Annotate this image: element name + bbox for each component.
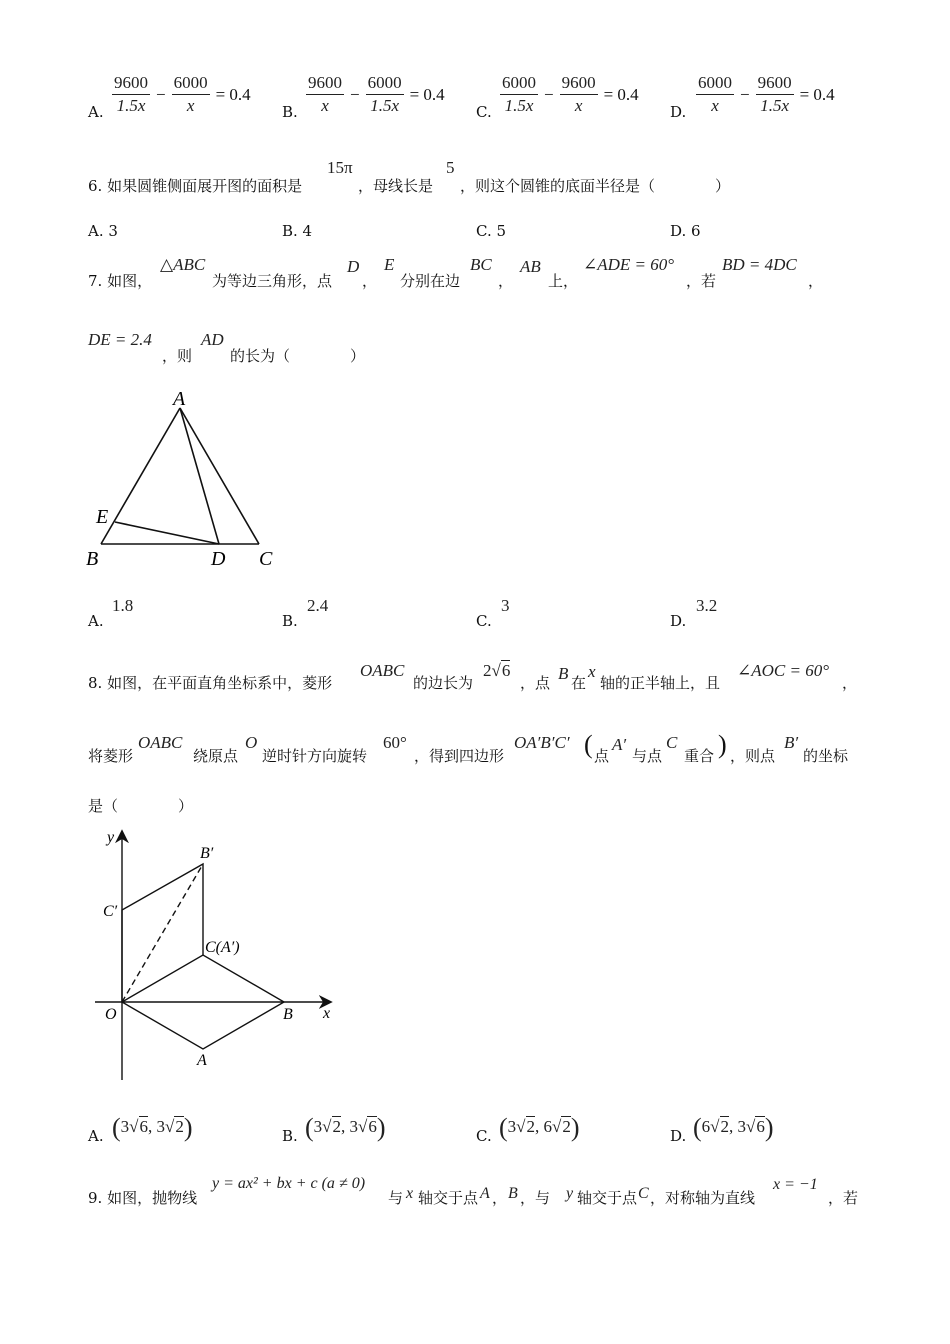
q8-line2-right-paren: ) — [718, 730, 727, 759]
q7-text-1: 7. 如图， — [88, 272, 153, 290]
q8-line2-text-5: 点 — [594, 747, 610, 765]
q6-text-suffix: ，则这个圆锥的底面半径是（ ） — [460, 177, 731, 195]
q7-point-e: E — [384, 255, 395, 274]
q8-line2-text-7: 重合 — [684, 747, 715, 765]
q8-line2-text-4: ，得到四边形 — [414, 747, 505, 765]
q8-figure — [95, 822, 345, 1084]
q9-y-var: y — [566, 1185, 574, 1202]
q8-option-a-label: A. — [88, 1127, 104, 1145]
q8-rhombus-oabc: OABC — [360, 661, 405, 680]
q7-de-eq: DE = 2.4 — [88, 330, 152, 349]
q5-option-c-label: C. — [476, 103, 492, 121]
q7-fig-label-e: E — [96, 506, 109, 528]
q8-text-3: ，点 — [520, 674, 551, 692]
q8-line2-left-paren: ( — [584, 730, 593, 759]
q8-fig-label-b-prime: B′ — [200, 845, 214, 862]
q8-line2-oabc: OABC — [138, 733, 183, 752]
q8-text-4: 在 — [571, 674, 587, 692]
q9-text-2: 与 — [388, 1189, 404, 1207]
q8-line2-point-c: C — [666, 733, 678, 752]
q8-line2-text-1: 将菱形 — [88, 747, 134, 765]
q9-text-4: ，与 — [520, 1189, 551, 1207]
q9-point-b: B — [508, 1185, 518, 1202]
q7-side-bc: BC — [470, 255, 492, 274]
q8-point-b: B — [558, 664, 569, 683]
q7-option-b-value: 2.4 — [307, 596, 329, 615]
q8-fig-label-o: O — [105, 1006, 117, 1023]
q8-option-d-label: D. — [670, 1127, 687, 1145]
q8-line2-b-prime: B′ — [784, 733, 799, 752]
q7-comma-1: ， — [362, 272, 378, 290]
q8-option-b-label: B. — [282, 1127, 298, 1145]
q8-side-length: 2√6 — [483, 661, 511, 680]
q8-fig-label-c-prime: C′ — [103, 903, 118, 920]
q8-option-c-label: C. — [476, 1127, 492, 1145]
q7-text-6: ，则 — [162, 347, 193, 365]
q7-text-5: ，若 — [686, 272, 717, 290]
q7-side-ab: AB — [520, 257, 541, 276]
q7-option-b-label: B. — [282, 612, 298, 630]
q8-option-b-value: (3√2, 3√6) — [305, 1113, 386, 1142]
q7-text-7: 的长为（ ） — [230, 347, 366, 365]
q8-line2-text-2: 绕原点 — [193, 747, 239, 765]
q6-area: 15π — [327, 158, 353, 177]
q8-line2-text-9: 的坐标 — [803, 747, 849, 765]
q7-triangle-abc: △ABC — [160, 255, 206, 274]
q9-text-3: 轴交于点 — [418, 1189, 479, 1207]
q7-fig-label-b: B — [86, 548, 99, 570]
q9-text-5: 轴交于点 — [577, 1189, 638, 1207]
q8-line2-text-6: 与点 — [632, 747, 663, 765]
q7-fig-label-c: C — [259, 548, 273, 570]
q7-bd-eq: BD = 4DC — [722, 255, 797, 274]
q7-fig-label-a: A — [173, 388, 186, 410]
q8-text-5b: ， — [842, 674, 858, 692]
q8-fig-label-a: A — [197, 1052, 207, 1069]
q7-angle-ade: ∠ADE = 60° — [583, 255, 675, 274]
q5-option-b-label: B. — [282, 103, 298, 121]
q8-fig-label-b: B — [283, 1006, 293, 1023]
q5-option-b-equation: $\frac{9600}{x}$ − $\frac{6000}{1.5x}$ = 0.4 — [308, 73, 445, 115]
q5-option-d-equation: $\frac{6000}{x}$ − $\frac{9600}{1.5x}$ = 0.4 — [698, 73, 835, 115]
q7-ad: AD — [201, 330, 224, 349]
q8-text-5: 轴的正半轴上，且 — [600, 674, 721, 692]
q8-line2-oabc-prime: OA′B′C′ — [514, 733, 570, 752]
q6-text-mid: ，母线长是 — [358, 177, 434, 195]
q8-option-d-value: (6√2, 3√6) — [693, 1113, 774, 1142]
q9-point-a: A — [480, 1185, 490, 1202]
q8-line2-a-prime: A′ — [612, 735, 627, 754]
q6-option-d: D. 6 — [670, 222, 701, 240]
q8-angle-aoc: ∠AOC = 60° — [737, 661, 830, 680]
q6-option-b: B. 4 — [282, 222, 313, 240]
q9-parabola-eq: y = ax² + bx + c (a ≠ 0) — [212, 1175, 366, 1192]
q7-comma-2: ， — [498, 272, 514, 290]
q7-comma-3: ， — [808, 272, 824, 290]
q7-text-3: 分别在边 — [400, 272, 461, 290]
q8-line3-text: 是（ ） — [88, 797, 194, 815]
q8-option-a-value: (3√6, 3√2) — [112, 1113, 193, 1142]
q7-text-4: 上， — [548, 272, 579, 290]
q9-point-c: C — [638, 1185, 649, 1202]
q8-line2-text-3: 逆时针方向旋转 — [262, 747, 368, 765]
q8-fig-label-y: y — [107, 829, 115, 846]
q8-fig-label-x: x — [323, 1005, 331, 1022]
q8-text-1: 8. 如图，在平面直角坐标系中，菱形 — [88, 674, 333, 692]
q8-option-c-value: (3√2, 6√2) — [499, 1113, 580, 1142]
q7-option-d-value: 3.2 — [696, 596, 718, 615]
q7-figure — [80, 385, 280, 575]
q6-option-c: C. 5 — [476, 222, 507, 240]
q9-text-7: ，若 — [828, 1189, 859, 1207]
q8-line2-origin-o: O — [245, 733, 258, 752]
q7-option-c-label: C. — [476, 612, 492, 630]
q6-text-prefix: 6. 如果圆锥侧面展开图的面积是 — [88, 177, 303, 195]
q8-line2-text-8: ，则点 — [730, 747, 776, 765]
q8-line2-degree: 60° — [383, 733, 407, 752]
q7-option-d-label: D. — [670, 612, 687, 630]
q8-fig-label-c-a-prime: C(A′) — [205, 939, 240, 956]
q9-symmetry-axis: x = −1 — [773, 1176, 818, 1193]
q9-text-6: ，对称轴为直线 — [650, 1189, 756, 1207]
q5-option-d-label: D. — [670, 103, 687, 121]
q7-option-a-label: A. — [88, 612, 104, 630]
q7-option-a-value: 1.8 — [112, 596, 134, 615]
q7-text-2: 为等边三角形，点 — [212, 272, 333, 290]
q6-slant: 5 — [446, 158, 455, 177]
q7-fig-label-d: D — [211, 548, 226, 570]
q8-text-2: 的边长为 — [413, 674, 474, 692]
q7-point-d: D — [347, 257, 360, 276]
q9-sep: ， — [492, 1189, 508, 1207]
q9-text-1: 9. 如图，抛物线 — [88, 1189, 198, 1207]
q8-x-var: x — [588, 662, 596, 681]
q5-option-a-label: A. — [88, 103, 104, 121]
q6-option-a: A. 3 — [88, 222, 118, 240]
q5-option-c-equation: $\frac{6000}{1.5x}$ − $\frac{9600}{x}$ = 0.4 — [502, 73, 639, 115]
q5-option-a-equation: $\frac{9600}{1.5x}$ − $\frac{6000}{x}$ = 0.4 — [114, 73, 251, 115]
q9-x-var: x — [406, 1185, 414, 1202]
q7-option-c-value: 3 — [501, 596, 510, 615]
